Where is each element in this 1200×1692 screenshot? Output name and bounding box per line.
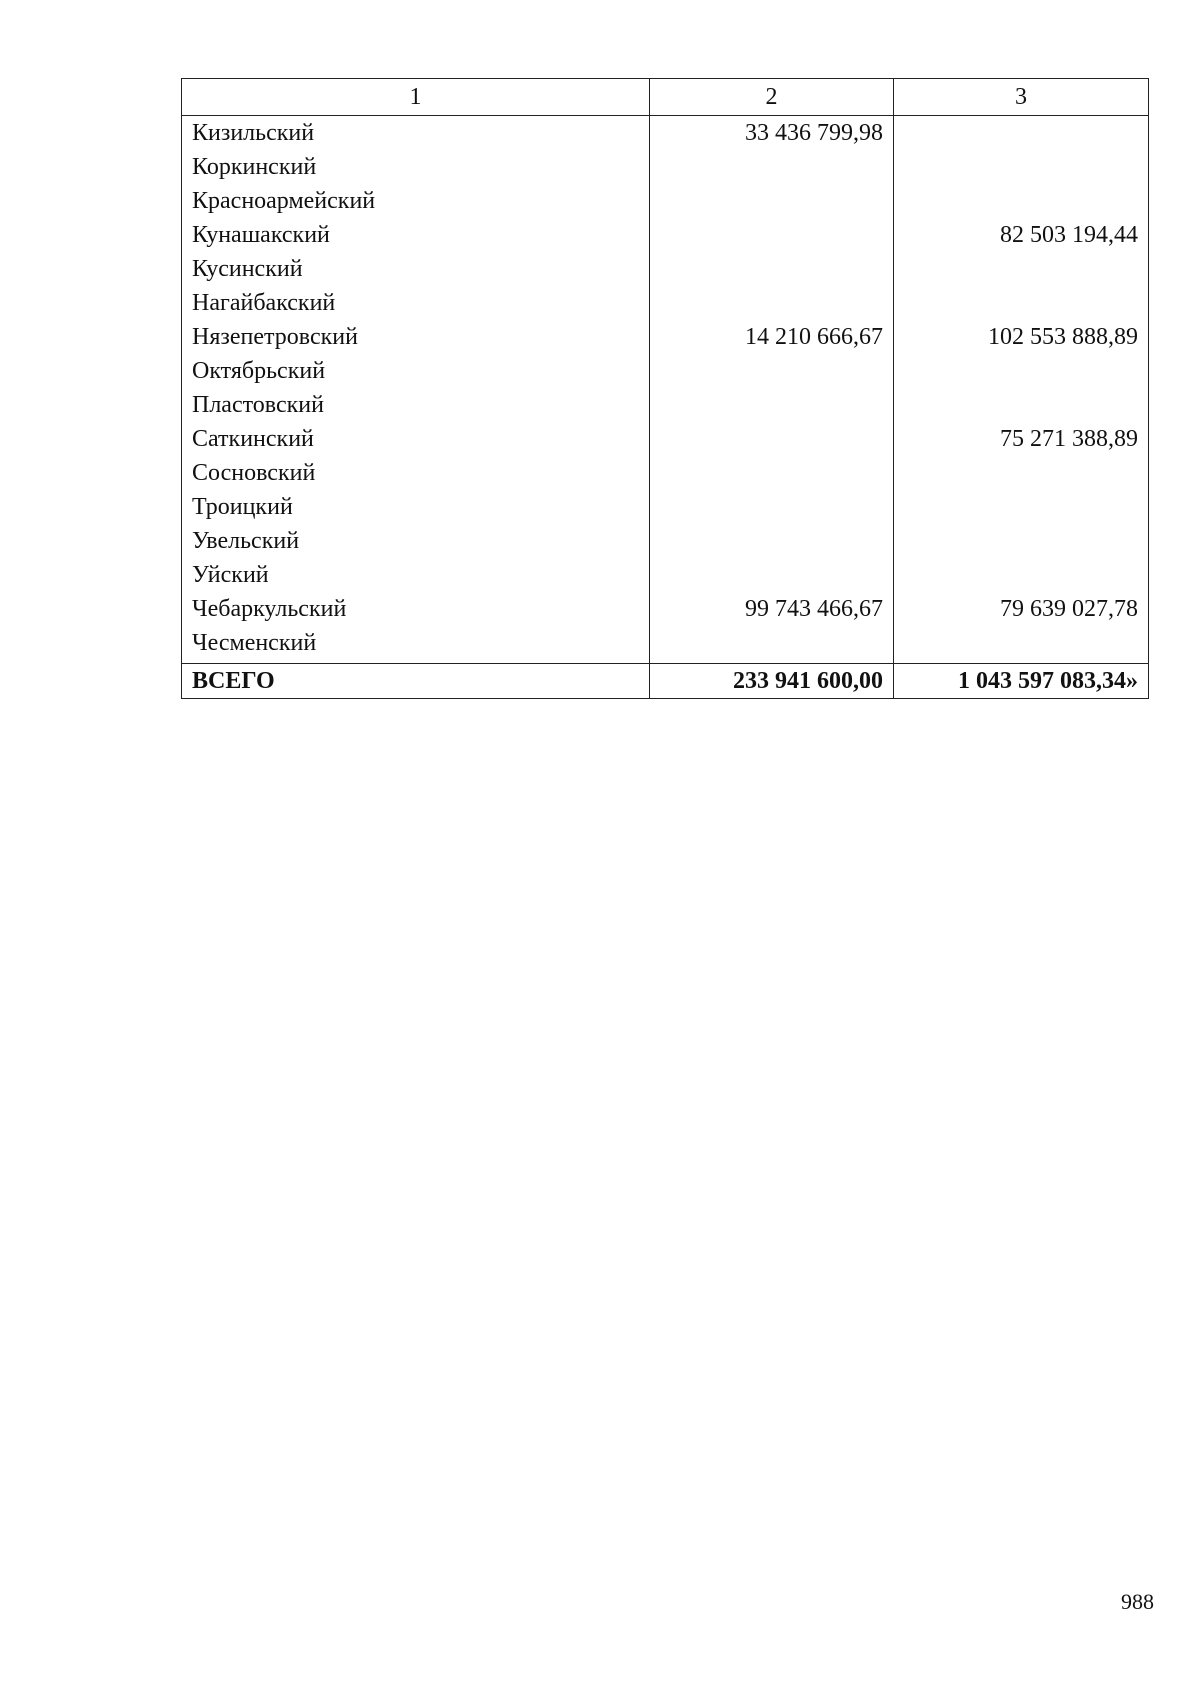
column-header-2: 2	[650, 79, 894, 116]
district-name: Кизильский	[182, 116, 650, 151]
value-col3	[894, 286, 1149, 320]
value-col3	[894, 524, 1149, 558]
district-name: Нагайбакский	[182, 286, 650, 320]
table-row	[182, 524, 1149, 558]
value-col2	[650, 422, 894, 456]
value-col3: 82 503 194,44	[894, 218, 1149, 252]
table-row	[182, 320, 1149, 354]
value-col2: 99 743 466,67	[650, 592, 894, 626]
allocation-table	[181, 78, 1149, 699]
value-col2	[650, 150, 894, 184]
total-col2: 233 941 600,00	[650, 664, 894, 699]
value-col2: 33 436 799,98	[650, 116, 894, 151]
value-col3	[894, 388, 1149, 422]
value-col3	[894, 354, 1149, 388]
district-name: Красноармейский	[182, 184, 650, 218]
column-header-1: 1	[182, 79, 650, 116]
district-name: Коркинский	[182, 150, 650, 184]
total-row	[182, 664, 1149, 699]
table-row	[182, 184, 1149, 218]
table-header-row	[182, 79, 1149, 116]
table-row	[182, 150, 1149, 184]
district-name: Чесменский	[182, 626, 650, 664]
value-col3: 79 639 027,78	[894, 592, 1149, 626]
value-col2: 14 210 666,67	[650, 320, 894, 354]
table-row	[182, 422, 1149, 456]
district-name: Увельский	[182, 524, 650, 558]
value-col3: 102 553 888,89	[894, 320, 1149, 354]
value-col3	[894, 116, 1149, 151]
value-col2	[650, 456, 894, 490]
column-header-3: 3	[894, 79, 1149, 116]
value-col3	[894, 252, 1149, 286]
district-name: Кусинский	[182, 252, 650, 286]
value-col3	[894, 558, 1149, 592]
value-col3	[894, 456, 1149, 490]
total-label: ВСЕГО	[182, 664, 650, 699]
page-number: 988	[1121, 1589, 1154, 1614]
value-col3	[894, 184, 1149, 218]
value-col2	[650, 388, 894, 422]
value-col2	[650, 218, 894, 252]
district-name: Чебаркульский	[182, 592, 650, 626]
total-col3: 1 043 597 083,34»	[894, 664, 1149, 699]
table-row	[182, 558, 1149, 592]
value-col2	[650, 252, 894, 286]
value-col2	[650, 558, 894, 592]
value-col2	[650, 354, 894, 388]
value-col3	[894, 626, 1149, 664]
table-row	[182, 252, 1149, 286]
district-name: Сосновский	[182, 456, 650, 490]
value-col2	[650, 524, 894, 558]
table-row	[182, 116, 1149, 151]
district-name: Октябрьский	[182, 354, 650, 388]
table-row	[182, 626, 1149, 664]
table-row	[182, 592, 1149, 626]
table-body	[182, 116, 1149, 664]
district-name: Уйский	[182, 558, 650, 592]
table-row	[182, 354, 1149, 388]
district-name: Саткинский	[182, 422, 650, 456]
value-col2	[650, 286, 894, 320]
table-row	[182, 286, 1149, 320]
district-name: Троицкий	[182, 490, 650, 524]
district-name: Кунашакский	[182, 218, 650, 252]
table-row	[182, 456, 1149, 490]
value-col2	[650, 184, 894, 218]
value-col3	[894, 150, 1149, 184]
district-name: Пластовский	[182, 388, 650, 422]
table-row	[182, 218, 1149, 252]
table-row	[182, 388, 1149, 422]
value-col3	[894, 490, 1149, 524]
district-name: Нязепетровский	[182, 320, 650, 354]
value-col2	[650, 626, 894, 664]
value-col3: 75 271 388,89	[894, 422, 1149, 456]
table-row	[182, 490, 1149, 524]
value-col2	[650, 490, 894, 524]
